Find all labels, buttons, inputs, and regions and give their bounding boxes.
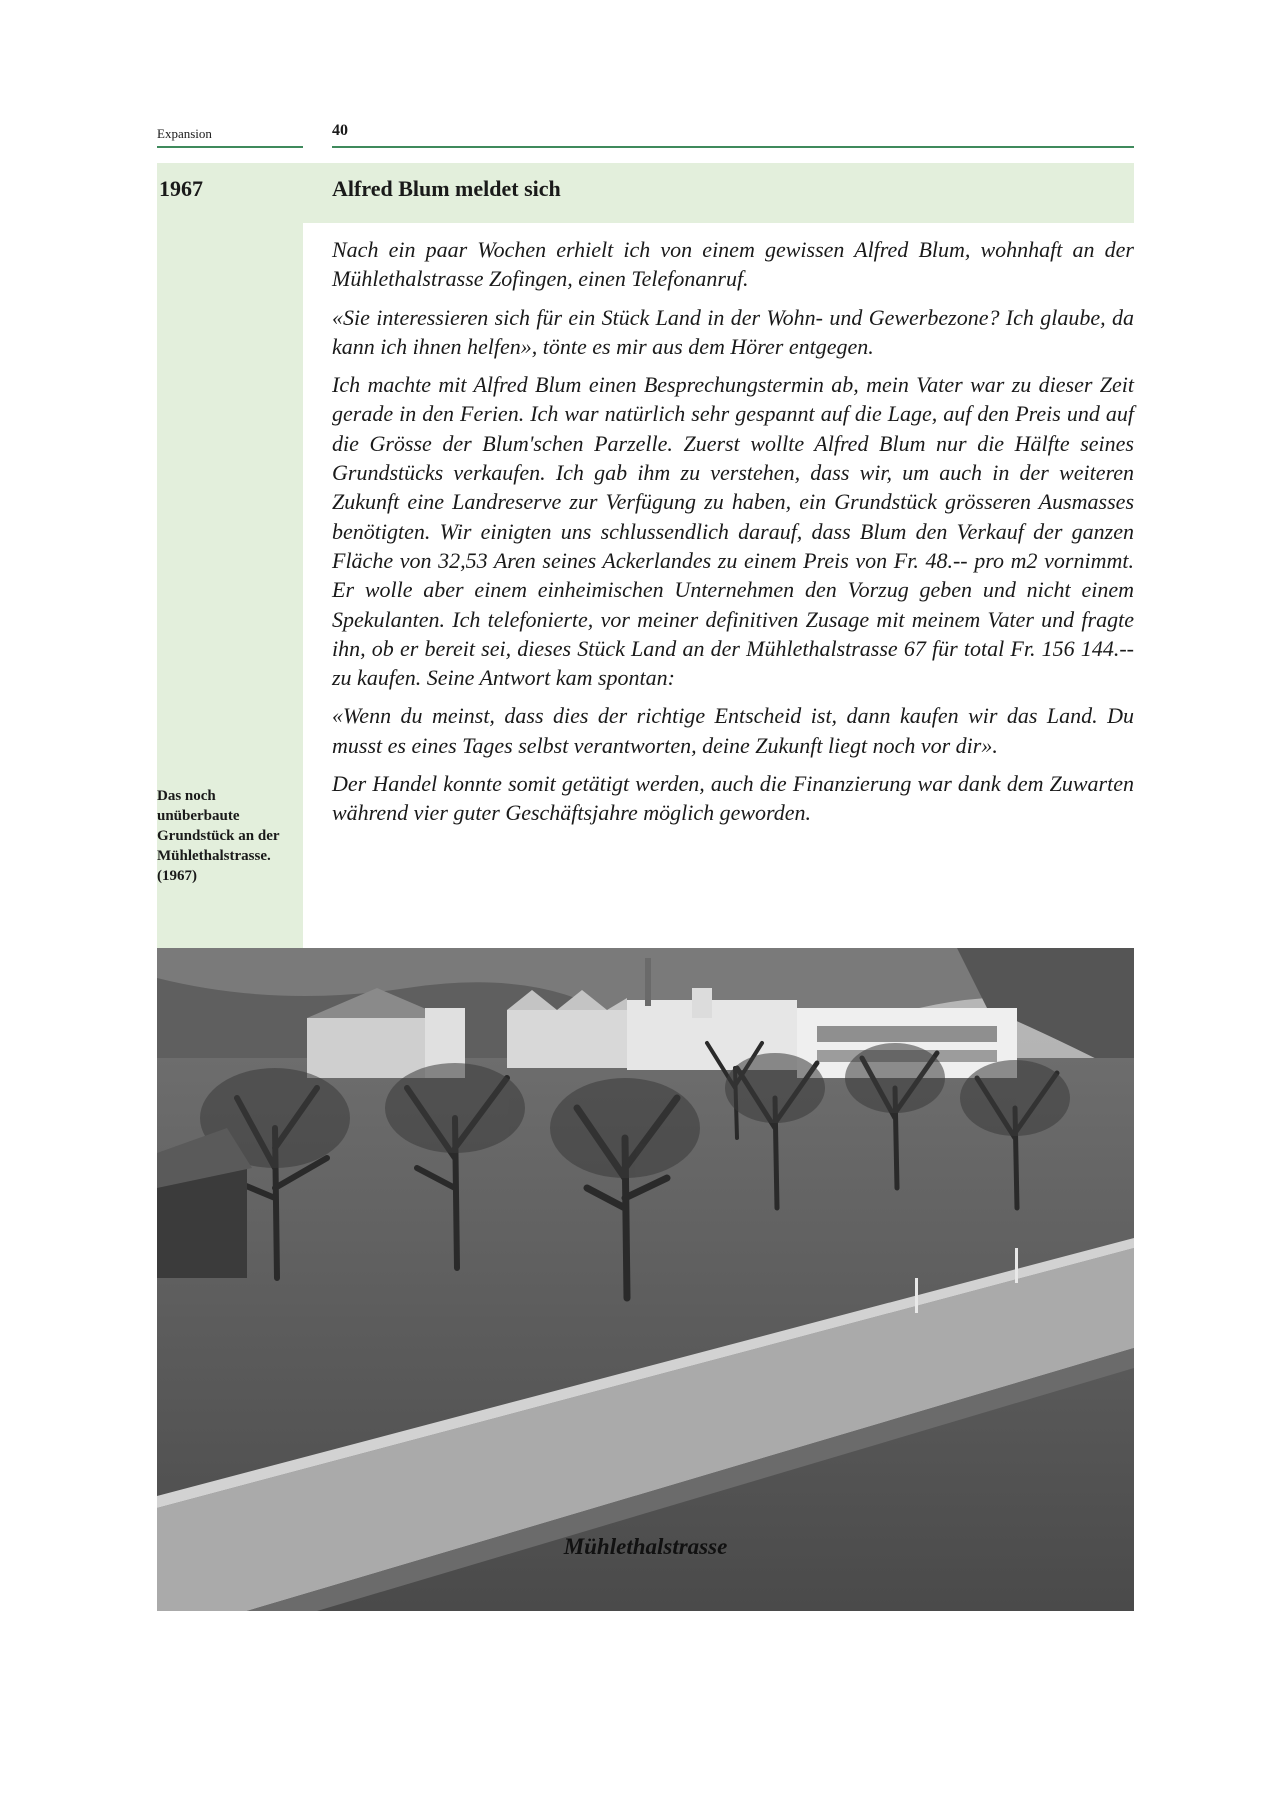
landscape-photo bbox=[157, 948, 1134, 1611]
paragraph-4: «Wenn du meinst, dass dies der richtige Entscheid ist, dann kaufen wir das Land. Du musst es eines Tages selbst verantworten, deine Zukunft liegt noch vor dir». bbox=[332, 703, 1134, 758]
header-rule-left bbox=[157, 146, 303, 148]
article-title: Alfred Blum meldet sich bbox=[332, 176, 561, 201]
paragraph-2: «Sie interessieren sich für ein Stück Land in der Wohn- und Gewerbezone? Ich glaube, da kann ich ihnen helfen», tönte es mir aus dem Hörer entgegen. bbox=[332, 304, 1134, 359]
paragraph-5: Der Handel konnte somit getätigt werden, auch die Finanzierung war dank dem Zuwarten während vier guter Geschäftsjahre möglich geworden. bbox=[332, 771, 1134, 826]
header-rule-right bbox=[332, 146, 1134, 148]
paragraph-1: Nach ein paar Wochen erhielt ich von einem gewissen Alfred Blum, wohnhaft an der Mühlethalstrasse Zofingen, einen Telefonanruf. bbox=[332, 237, 1134, 292]
paragraph-3: Ich machte mit Alfred Blum einen Besprechungstermin ab, mein Vater war zu dieser Zeit gerade in den Ferien. Ich war natürlich sehr gespannt auf die Lage, auf den Preis und auf die Grösse der Blum'schen Parzelle. Zuerst wollte Alfred Blum nur die Hälfte seines Grundstücks verkaufen. Ich gab ihm zu verstehen, dass wir, um auch in der weiteren Zukunft eine Landreserve zur Verfügung zu haben, ein Grundstück grösseren Ausmasses benötigten. Wir einigten uns schlussendlich darauf, dass Blum den Verkauf der ganzen Fläche von 32,53 Aren seines Ackerlandes zu einem Preis von Fr. 48.-- pro m2 vornimmt. Er wolle aber einem einheimischen Unternehmen den Vorzug geben und nicht einem Spekulanten. Ich telefonierte, vor meiner definitiven Zusage mit meinem Vater und fragte ihn, ob er bereit sei, dieses Stück Land an der Mühlethalstrasse 67 für total Fr. 156 144.-- zu kaufen. Seine Antwort kam spontan: bbox=[332, 372, 1134, 691]
article-body bbox=[332, 235, 1134, 837]
photo-caption: Das noch unüberbaute Grundstück an der Mühlethalstrasse. (1967) bbox=[157, 788, 280, 884]
page-number: 40 bbox=[332, 122, 348, 139]
photo-illustration bbox=[157, 948, 1134, 1611]
article-year: 1967 bbox=[159, 176, 203, 201]
photo-street-label: Mühlethalstrasse bbox=[563, 1534, 728, 1559]
shed bbox=[157, 1128, 252, 1278]
section-label: Expansion bbox=[157, 126, 212, 141]
